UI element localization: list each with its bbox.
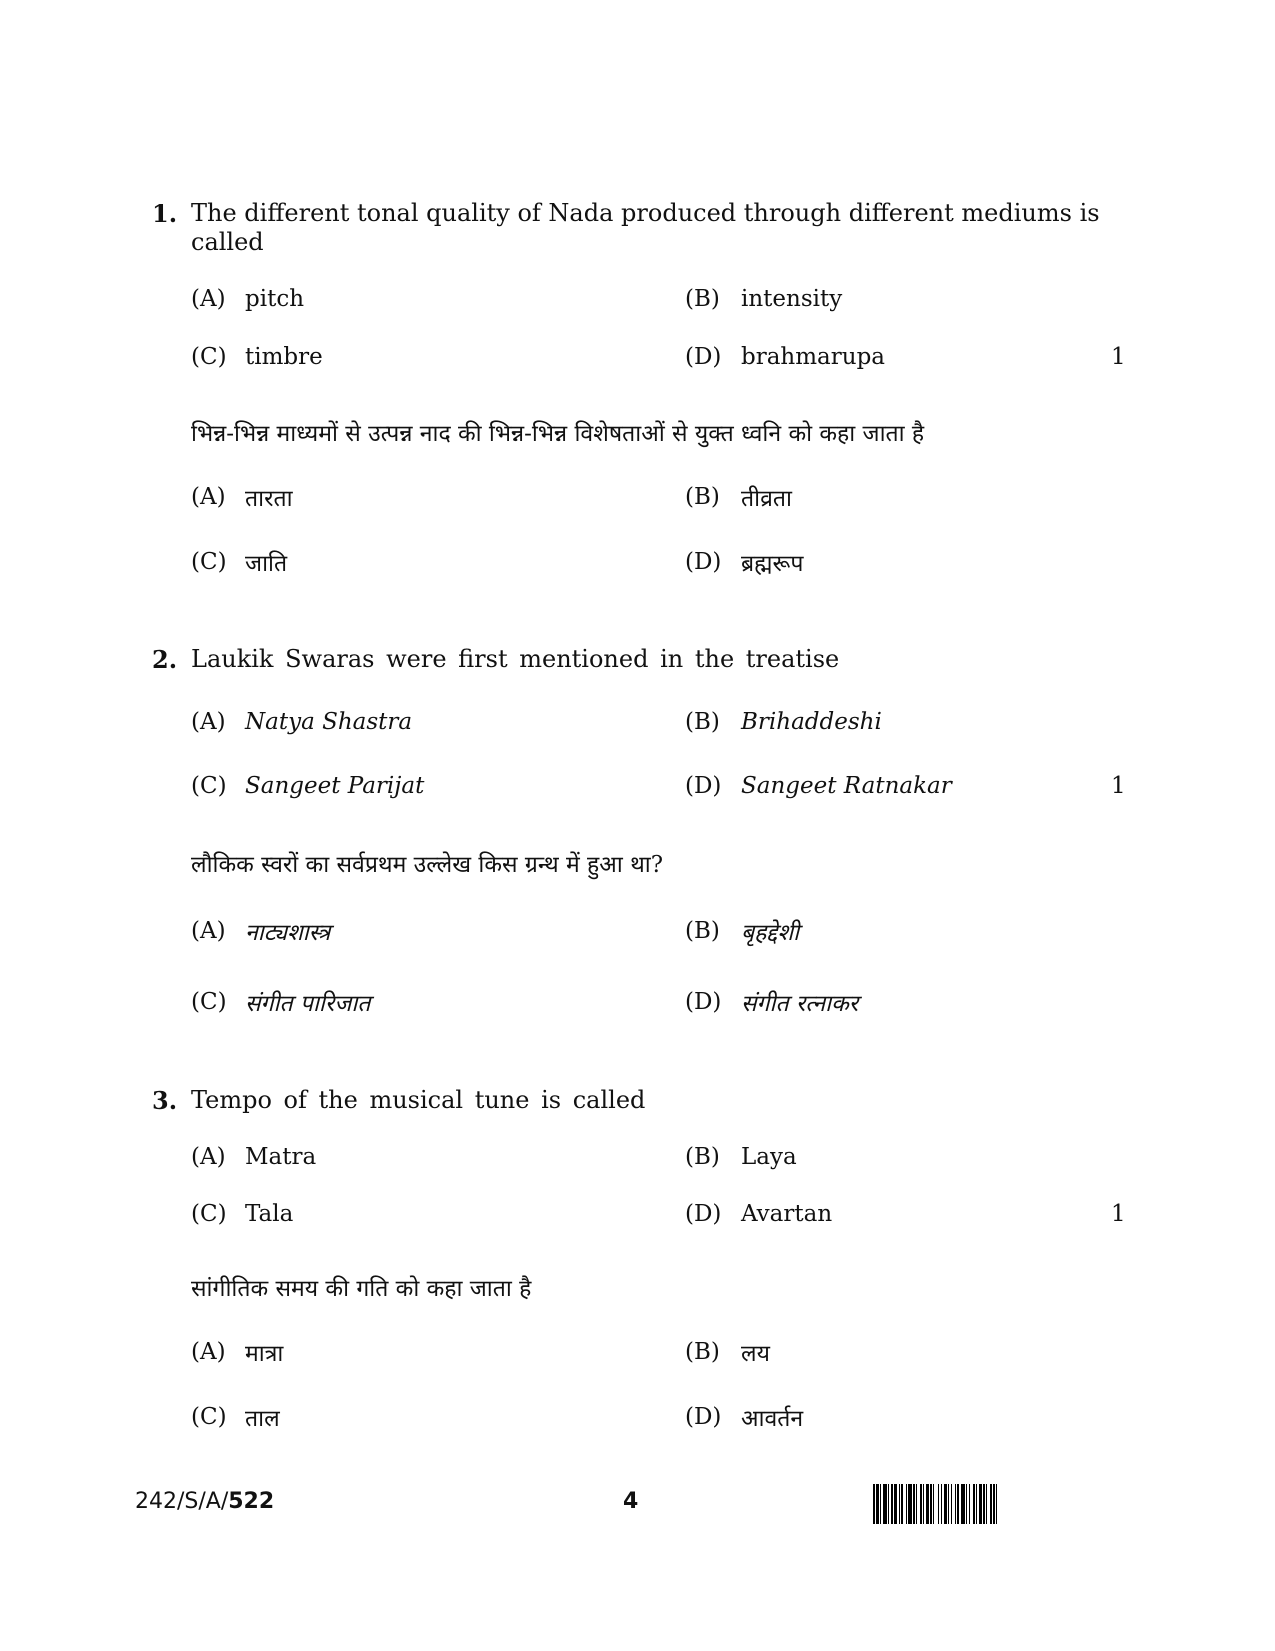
barcode-bar bbox=[997, 1484, 1000, 1524]
option-text: Laya bbox=[741, 1144, 797, 1170]
option-text: intensity bbox=[741, 286, 843, 312]
option-label: (D) bbox=[685, 989, 722, 1015]
option-label: (D) bbox=[685, 1404, 722, 1430]
option-text: नाट्यशास्त्र bbox=[245, 920, 331, 946]
question-number: 1. bbox=[152, 199, 178, 228]
option-text: तारता bbox=[245, 486, 293, 512]
option-text: timbre bbox=[245, 344, 323, 370]
paper-code-prefix: 242/S/A/ bbox=[135, 1489, 229, 1514]
option-label: (A) bbox=[191, 918, 226, 944]
barcode-icon bbox=[873, 1484, 1133, 1524]
option-label: (B) bbox=[685, 1144, 720, 1170]
option-label: (B) bbox=[685, 709, 720, 735]
hindi-question-text: सांगीतिक समय की गति को कहा जाता है bbox=[191, 1276, 532, 1302]
hindi-question-text: भिन्न-भिन्न माध्यमों से उत्पन्न नाद की भिन्न-भिन्न विशेषताओं से युक्त ध्वनि को कहा जाता है bbox=[191, 421, 925, 447]
option-text: brahmarupa bbox=[741, 344, 886, 370]
option-label: (A) bbox=[191, 484, 226, 510]
option-label: (D) bbox=[685, 549, 722, 575]
question-text: Laukik Swaras were first mentioned in the treatise bbox=[191, 645, 840, 673]
hindi-question-text: लौकिक स्वरों का सर्वप्रथम उल्लेख किस ग्रन्थ में हुआ था? bbox=[191, 852, 664, 878]
option-text: बृहद्देशी bbox=[741, 920, 800, 946]
option-label: (C) bbox=[191, 1201, 227, 1227]
option-text: Tala bbox=[245, 1201, 294, 1227]
option-label: (D) bbox=[685, 344, 722, 370]
option-label: (D) bbox=[685, 1201, 722, 1227]
paper-code-number: 522 bbox=[228, 1489, 275, 1514]
option-label: (C) bbox=[191, 989, 227, 1015]
option-label: (C) bbox=[191, 1404, 227, 1430]
marks: 1 bbox=[1111, 1201, 1126, 1227]
question-text-continued: called bbox=[191, 228, 264, 256]
option-text: Natya Shastra bbox=[245, 709, 413, 735]
option-text: Brihaddeshi bbox=[741, 709, 882, 735]
option-text: Avartan bbox=[741, 1201, 833, 1227]
marks: 1 bbox=[1111, 344, 1126, 370]
question-text: The different tonal quality of Nada produced through different mediums is bbox=[191, 199, 1100, 227]
option-text: संगीत रत्नाकर bbox=[741, 991, 859, 1017]
page-number: 4 bbox=[623, 1489, 639, 1514]
option-label: (A) bbox=[191, 1144, 226, 1170]
option-label: (C) bbox=[191, 773, 227, 799]
paper-code bbox=[135, 1489, 274, 1514]
option-label: (B) bbox=[685, 918, 720, 944]
option-text: ताल bbox=[245, 1406, 280, 1432]
option-text: लय bbox=[741, 1341, 770, 1367]
option-text: तीव्रता bbox=[741, 486, 792, 512]
option-text: संगीत पारिजात bbox=[245, 991, 371, 1017]
question-text: Tempo of the musical tune is called bbox=[191, 1086, 646, 1114]
option-text: Sangeet Parijat bbox=[245, 773, 425, 799]
option-label: (B) bbox=[685, 1339, 720, 1365]
option-text: जाति bbox=[245, 551, 288, 577]
option-text: Sangeet Ratnakar bbox=[741, 773, 952, 799]
option-label: (C) bbox=[191, 549, 227, 575]
option-label: (B) bbox=[685, 484, 720, 510]
option-label: (D) bbox=[685, 773, 722, 799]
option-label: (A) bbox=[191, 709, 226, 735]
option-label: (C) bbox=[191, 344, 227, 370]
option-text: pitch bbox=[245, 286, 305, 312]
option-label: (A) bbox=[191, 1339, 226, 1365]
question-number: 2. bbox=[152, 645, 178, 674]
option-text: मात्रा bbox=[245, 1341, 284, 1367]
option-label: (A) bbox=[191, 286, 226, 312]
option-label: (B) bbox=[685, 286, 720, 312]
question-number: 3. bbox=[152, 1086, 178, 1115]
option-text: Matra bbox=[245, 1144, 317, 1170]
option-text: आवर्तन bbox=[741, 1406, 804, 1432]
option-text: ब्रह्मरूप bbox=[741, 551, 804, 577]
marks: 1 bbox=[1111, 773, 1126, 799]
